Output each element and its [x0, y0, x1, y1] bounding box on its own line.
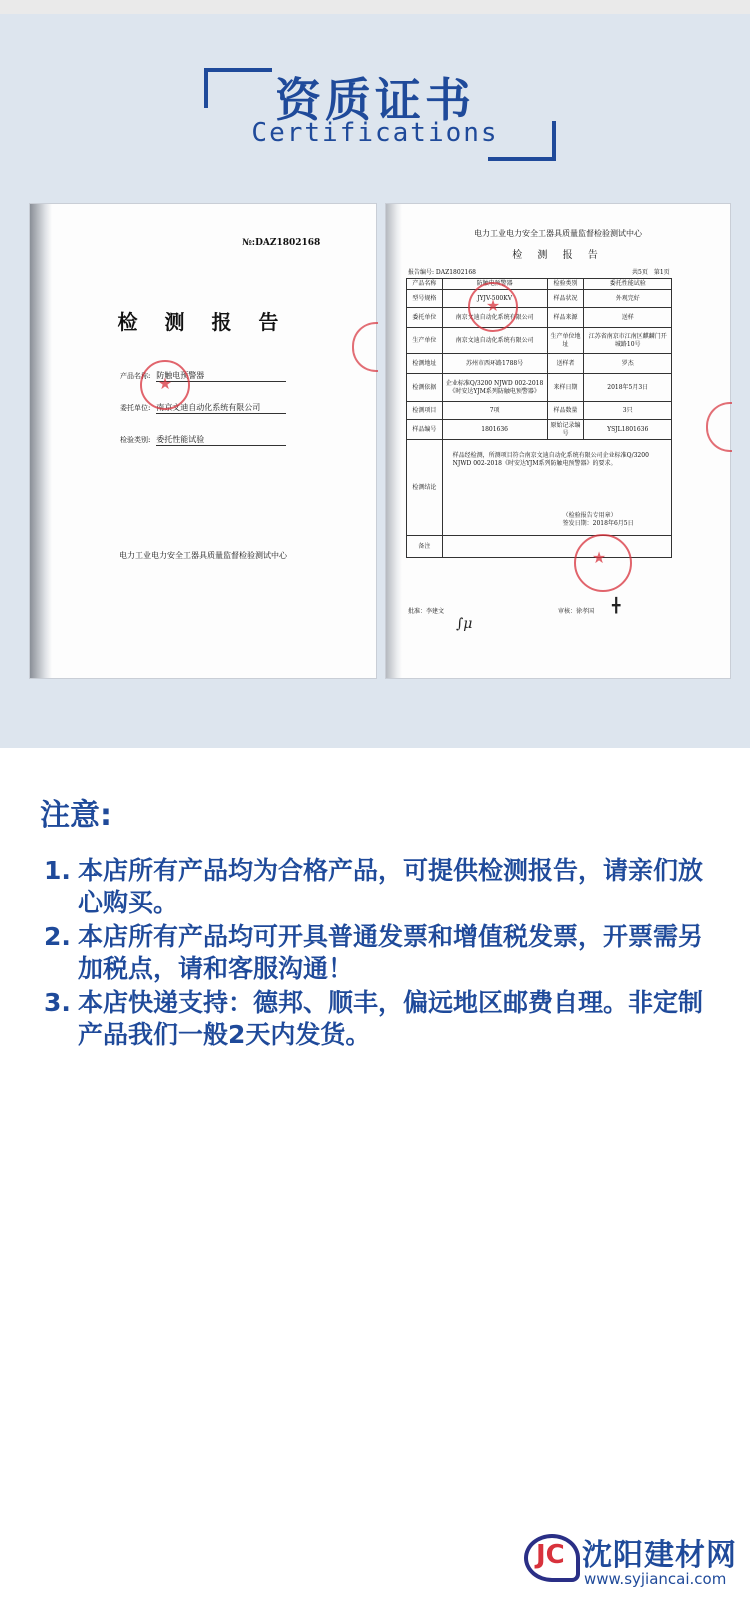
- table-cell: 7项: [442, 402, 547, 420]
- report-title: 检 测 报 告: [512, 250, 604, 261]
- table-cell: 外观完好: [584, 290, 672, 308]
- table-row: [407, 440, 672, 536]
- table-cell: 型号规格: [407, 290, 443, 308]
- binding-spine: [386, 204, 402, 678]
- list-item-text: 本店所有产品均为合格产品，可提供检测报告，请亲们放心购买。: [78, 856, 704, 917]
- table-row: [407, 402, 672, 420]
- table-row: [407, 328, 672, 354]
- table-cell: 委托单位: [407, 308, 443, 328]
- watermark-logo-mark-icon: JC: [536, 1540, 565, 1570]
- field-value: 防触电预警器: [156, 370, 286, 382]
- list-item-number: 1.: [44, 856, 71, 885]
- list-item: [40, 987, 712, 1051]
- list-item-text: 本店所有产品均可开具普通发票和增值税发票，开票需另加税点，请和客服沟通！: [78, 922, 704, 983]
- list-item-number: 2.: [44, 922, 71, 951]
- table-cell: 检测依据: [407, 374, 443, 402]
- sign-date: 签发日期：2018年6月5日: [562, 520, 634, 527]
- table-cell: 来样日期: [547, 374, 584, 402]
- table-cell: YSJL1801636: [584, 420, 672, 440]
- table-row: [407, 279, 672, 290]
- conclusion-cell: [442, 440, 671, 536]
- table-cell: 样品来源: [547, 308, 584, 328]
- table-cell: JYJV-500KV: [442, 290, 547, 308]
- notice-title: 注意:: [40, 798, 112, 833]
- red-seal-icon: [468, 282, 518, 332]
- table-cell: 3只: [584, 402, 672, 420]
- signature-icon: ∫μ: [456, 616, 473, 632]
- table-cell: 检测结论: [407, 440, 443, 536]
- table-cell: 南京文迪自动化系统有限公司: [442, 328, 547, 354]
- list-item-text: 本店快递支持：德邦、顺丰，偏远地区邮费自理。非定制产品我们一般2天内发货。: [78, 988, 704, 1049]
- table-cell: [442, 536, 671, 558]
- reviewer: 审核：徐孝国: [558, 608, 595, 615]
- table-cell: 检测项目: [407, 402, 443, 420]
- table-cell: 生产单位: [407, 328, 443, 354]
- notice-list: [40, 855, 712, 1053]
- table-cell: 样品数量: [547, 402, 584, 420]
- section-title-en: Certifications: [251, 118, 499, 148]
- table-row: [407, 420, 672, 440]
- watermark-url: www.syjiancai.com: [584, 1570, 727, 1588]
- table-cell: 备注: [407, 536, 443, 558]
- field-value: 委托性能试验: [156, 434, 286, 446]
- red-seal-edge-icon: [706, 402, 732, 452]
- field-label: 检验类别:: [120, 436, 151, 444]
- section-title-cn: 资质证书: [275, 73, 475, 127]
- table-row: [407, 308, 672, 328]
- table-row: [407, 374, 672, 402]
- table-cell: 送样者: [547, 354, 584, 374]
- watermark-name: 沈阳建材网: [582, 1538, 737, 1573]
- field-label: 产品名称:: [120, 372, 151, 380]
- table-cell: 企业标准Q/3200 NJWD 002-2018《时安达YJM系列防触电预警器》: [442, 374, 547, 402]
- binding-spine: [30, 204, 52, 678]
- table-row: [407, 354, 672, 374]
- red-seal-icon: [140, 360, 190, 410]
- red-seal-icon: [574, 534, 632, 592]
- issuer-name: 电力工业电力安全工器具质量监督检验测试中心: [474, 229, 642, 238]
- report-table: [406, 278, 672, 558]
- approver: 批准：李建文: [408, 608, 445, 615]
- list-item-number: 3.: [44, 988, 71, 1017]
- table-row: [407, 536, 672, 558]
- table-cell: 检测地址: [407, 354, 443, 374]
- top-band: [0, 0, 750, 14]
- table-cell: 苏州市西环路1788号: [442, 354, 547, 374]
- report-title: 检 测 报 告: [117, 310, 289, 334]
- list-item: [40, 855, 712, 919]
- table-cell: 罗杰: [584, 354, 672, 374]
- field-client: [120, 402, 286, 414]
- certificate-cover: [30, 204, 376, 678]
- table-cell: 原始记录编号: [547, 420, 584, 440]
- page-info: 共5页 第1页: [632, 269, 670, 276]
- field-value: 南京文迪自动化系统有限公司: [156, 402, 286, 414]
- table-cell: 检验类别: [547, 279, 584, 290]
- list-item: [40, 921, 712, 985]
- table-cell: 样品状况: [547, 290, 584, 308]
- watermark: [520, 1524, 740, 1614]
- conclusion-stamp-text: （检验报告专用章）: [562, 512, 617, 519]
- table-cell: 1801636: [442, 420, 547, 440]
- conclusion-text: 样品经检测，所测项目符合南京文迪自动化系统有限公司企业标准Q/3200 NJWD 002-2018《时安达YJM系列防触电预警器》的要求。: [452, 452, 649, 467]
- table-cell: 防触电预警器: [442, 279, 547, 290]
- table-cell: 委托性能试验: [584, 279, 672, 290]
- table-cell: 南京文迪自动化系统有限公司: [442, 308, 547, 328]
- table-cell: 2018年5月3日: [584, 374, 672, 402]
- table-cell: 产品名称: [407, 279, 443, 290]
- report-number: №:DAZ1802168: [242, 238, 321, 248]
- report-number: 报告编号: DAZ1802168: [408, 269, 476, 276]
- table-cell: 送样: [584, 308, 672, 328]
- signature-icon: ╋: [612, 598, 621, 614]
- certificate-detail: [386, 204, 730, 678]
- table-cell: 江苏省南京市江南区麒麟门开城路10号: [584, 328, 672, 354]
- table-cell: 生产单位地址: [547, 328, 584, 354]
- field-category: [120, 434, 286, 446]
- issuer-name: 电力工业电力安全工器具质量监督检验测试中心: [119, 551, 287, 560]
- table-cell: 样品编号: [407, 420, 443, 440]
- table-row: [407, 290, 672, 308]
- field-label: 委托单位:: [120, 404, 151, 412]
